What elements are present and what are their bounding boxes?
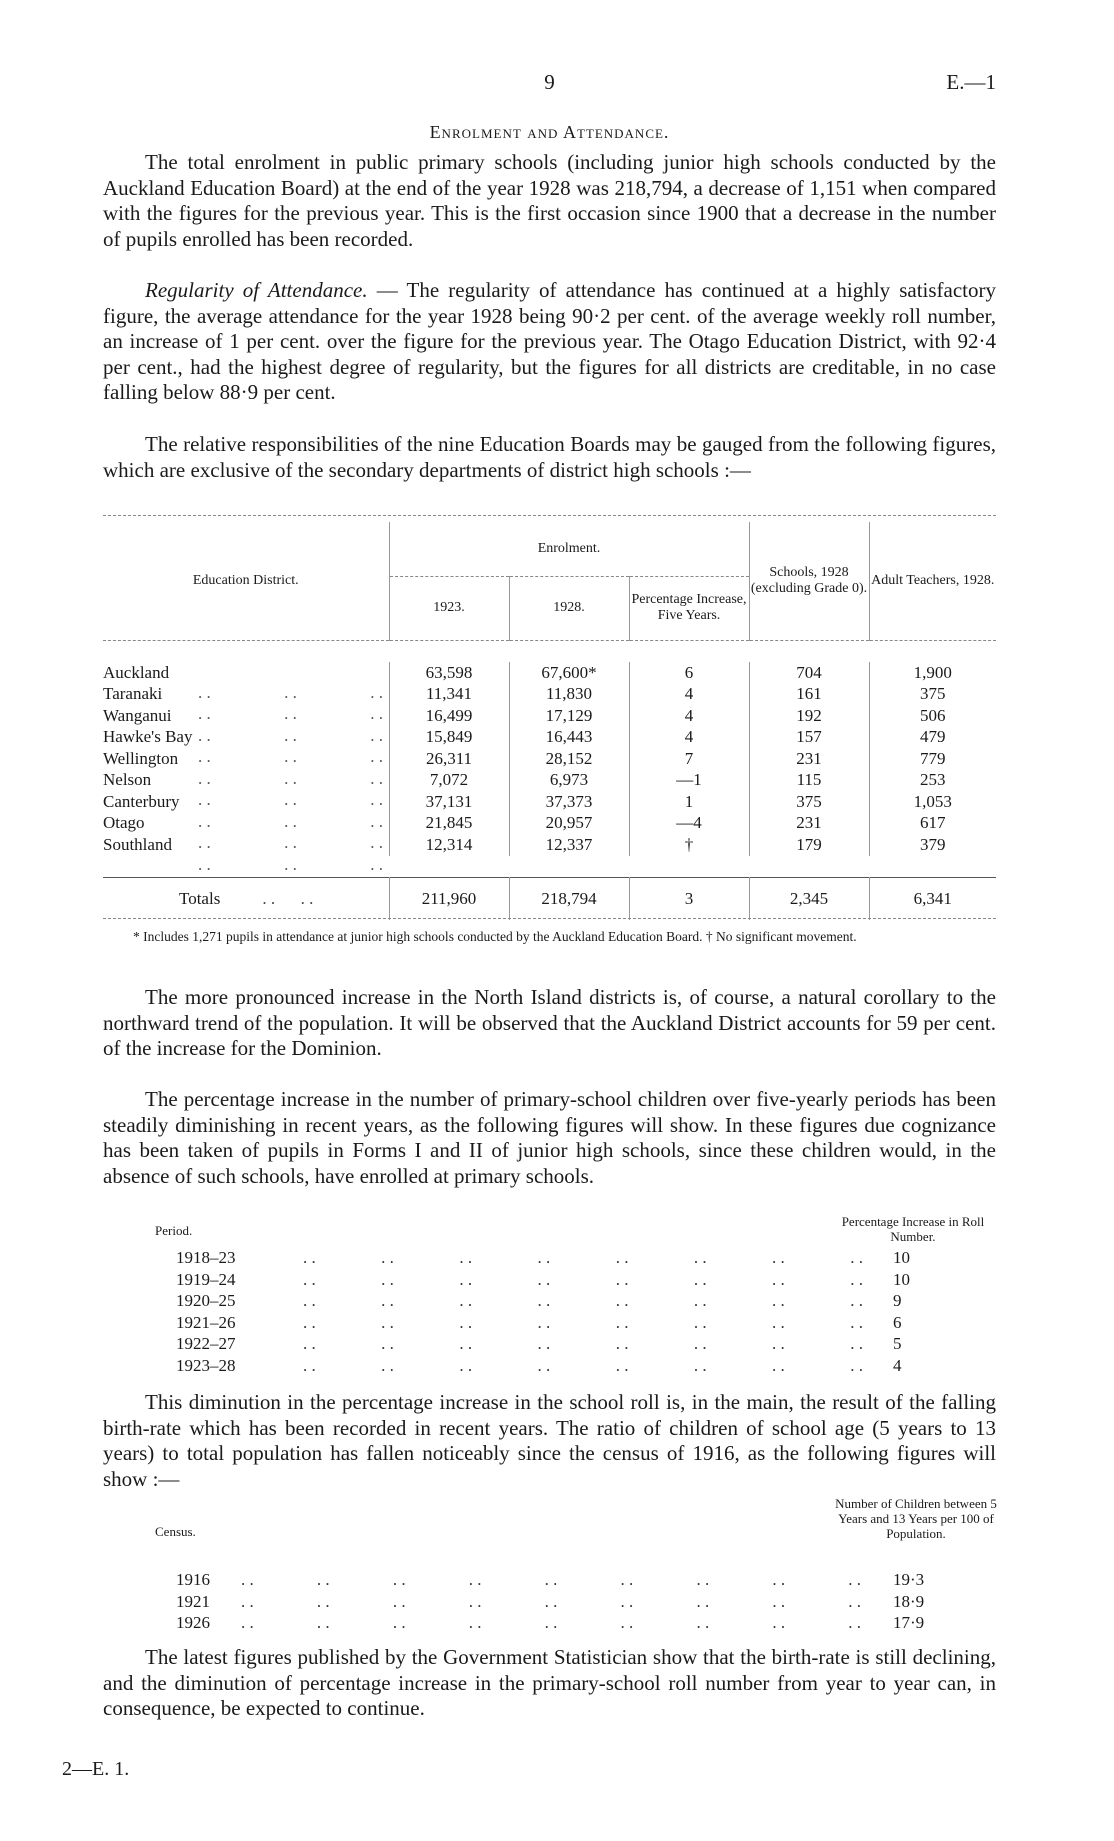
table-bottom-rule [103,918,996,919]
dot-leader: . . . . . . . . . . . . . . . . . . [241,1591,861,1611]
page-number: 9 [544,70,555,94]
section-title: Enrolment and Attendance. [429,122,670,142]
e1923-cell: 16,499 [389,705,509,727]
e1928-cell: 67,600* [509,662,629,684]
list-item [103,1334,996,1356]
schools-cell: 231 [749,748,869,770]
district-cell: Canterbury . . . . . . [103,791,383,831]
e1923-cell: 37,131 [389,791,509,813]
totals-teachers: 6,341 [869,878,996,920]
e1928-cell: 37,373 [509,791,629,813]
totals-1923: 211,960 [389,878,509,920]
schools-cell: 192 [749,705,869,727]
row-label: 1926 [176,1613,210,1632]
schools-cell: 704 [749,662,869,684]
document-ref: E.—1 [946,70,996,94]
list-item [103,1592,996,1614]
dot-leader: . . . . . . . . . . . . . . . . . . [241,1613,861,1632]
list-item [103,1570,996,1592]
schools-cell: 157 [749,727,869,749]
period-header: Period. [155,1223,193,1238]
dot-leader: . . . . . . . . . . . . . . . . [303,1291,863,1310]
e1928-cell: 17,129 [509,705,629,727]
e1928-cell: 16,443 [509,727,629,749]
row-value: 9 [893,1291,902,1310]
row-value: 10 [893,1248,910,1267]
row-value: 10 [893,1269,910,1289]
dot-leader: . . . . . . . . . . . . . . . . [303,1248,863,1267]
totals-pct: 3 [629,878,749,920]
e1923-cell: 21,845 [389,813,509,835]
teachers-cell: 1,900 [869,662,996,684]
e1923-cell: 12,314 [389,834,509,856]
pct-cell: 7 [629,748,749,770]
e1928-cell: 28,152 [509,748,629,770]
dot-leader: . . . . . . . . . . . . . . . . [303,1355,863,1375]
list-item [103,1248,996,1270]
paragraph-regularity: Regularity of Attendance. — The regularity of attendance has continued at a highly satisfactory figure, the average attendance for the year 1928 being 90·2 per cent. of the average weekly roll number, an increase of 1 per cent. over the figure for the previous year. The Otago Education District, with 92·4 per cent., had the highest degree of regularity, but the figures for all districts are creditable, in no case falling below 88·9 per cent. [103,278,996,405]
row-label: 1918–23 [176,1248,236,1267]
header-schools: Schools, 1928 (excluding Grade 0). [749,522,869,640]
teachers-cell: 506 [869,705,996,727]
district-cell: Auckland . . . . . . [103,662,383,702]
pct-cell: 4 [629,705,749,727]
district-cell: Taranaki . . . . . . [103,684,383,724]
paragraph-responsibilities: The relative responsibilities of the nine Education Boards may be gauged from the following figures, which are exclusive of the secondary departments of district high schools :— [103,432,996,482]
children-ratio-header: Number of Children between 5 Years and 13 Years per 100 of Population. [835,1496,997,1541]
table-row [103,834,996,856]
district-cell: Wanganui . . . . . . [103,705,383,745]
regularity-heading: Regularity of Attendance. [145,278,368,302]
table-row [103,705,996,727]
row-label: 1923–28 [176,1355,236,1375]
e1928-cell: 20,957 [509,813,629,835]
header-1928: 1928. [509,576,629,640]
schools-cell: 115 [749,770,869,792]
header-district: Education District. [192,572,299,588]
teachers-cell: 779 [869,748,996,770]
row-value: 5 [893,1334,902,1353]
totals-label: Totals . . . . [179,888,314,908]
schools-cell: 231 [749,813,869,835]
e1928-cell: 6,973 [509,770,629,792]
teachers-cell: 617 [869,813,996,835]
census-header: Census. [155,1524,196,1539]
dot-leader: . . . . . . . . . . . . . . . . [303,1312,863,1332]
enrolment-table-body [103,662,996,874]
row-value: 4 [893,1355,902,1375]
header-enrolment: Enrolment. [389,522,749,576]
paragraph-diminution: This diminution in the percentage increase in the school roll is, in the main, the result of the falling birth-rate which has been recorded in recent years. The ratio of children of school age (5 years to 13 years) to total population has fallen noticeably since the census of 1916, as the following figures will show :— [103,1390,996,1491]
table-row [103,748,996,770]
percentage-roll-header: Percentage Increase in Roll Number. [841,1214,985,1244]
e1923-cell: 63,598 [389,662,509,684]
pct-cell: 1 [629,791,749,813]
pct-cell: † [629,834,749,856]
page-footer: 2—E. 1. [62,1758,130,1780]
list-item [103,1313,996,1335]
paragraph-north-island: The more pronounced increase in the North Island districts is, of course, a natural corollary to the northward trend of the population. It will be observed that the Auckland District accounts for 59 per cent. of the increase for the Dominion. [103,985,996,1061]
pct-cell: —4 [629,813,749,835]
row-value: 18·9 [893,1591,925,1611]
teachers-cell: 479 [869,727,996,749]
table-top-rule [103,515,996,516]
list-item [103,1356,996,1378]
district-cell: Otago . . . . . . [103,813,383,853]
e1923-cell: 11,341 [389,684,509,706]
teachers-cell: 253 [869,770,996,792]
dot-leader: . . . . . . . . . . . . . . . . [303,1334,863,1353]
list-item [103,1613,996,1635]
totals-1928: 218,794 [509,878,629,920]
header-percentage: Percentage Increase, Five Years. [629,576,749,640]
enrolment-table [103,522,996,920]
row-label: 1916 [176,1570,210,1589]
row-label: 1919–24 [176,1269,236,1289]
pct-cell: 4 [629,727,749,749]
row-label: 1921 [176,1591,210,1611]
table-row [103,813,996,835]
row-label: 1920–25 [176,1291,236,1310]
totals-row [103,878,996,920]
e1928-cell: 11,830 [509,684,629,706]
table-row [103,684,996,706]
schools-cell: 179 [749,834,869,856]
district-cell: Wellington . . . . . . [103,748,383,788]
table-row [103,791,996,813]
teachers-cell: 375 [869,684,996,706]
pct-cell: —1 [629,770,749,792]
teachers-cell: 379 [869,834,996,856]
row-value: 17·9 [893,1613,925,1632]
header-1923: 1923. [389,576,509,640]
list-item [103,1291,996,1313]
row-label: 1922–27 [176,1334,236,1353]
table-row [103,770,996,792]
district-cell: Hawke's Bay . . . . . . [103,727,383,767]
row-value: 19·3 [893,1570,925,1589]
header-teachers: Adult Teachers, 1928. [869,522,996,640]
totals-schools: 2,345 [749,878,869,920]
row-value: 6 [893,1312,902,1332]
teachers-cell: 1,053 [869,791,996,813]
e1923-cell: 7,072 [389,770,509,792]
paragraph-percentage-increase: The percentage increase in the number of primary-school children over five-yearly periods has been steadily diminishing in recent years, as the following figures will show. In these figures due cognizance has been taken of pupils in Forms I and II of junior high schools, since these children would, in the absence of such schools, have enrolled at primary schools. [103,1087,996,1188]
table-row [103,727,996,749]
paragraph-birth-rate: The latest figures published by the Government Statistician show that the birth-rate is still declining, and the diminution of percentage increase in the primary-school roll number from year to year can, in consequence, be expected to continue. [103,1645,996,1721]
district-cell: Southland . . . . . . [103,834,383,874]
district-cell: Nelson . . . . . . [103,770,383,810]
dot-leader: . . . . . . . . . . . . . . . . . . [241,1570,861,1589]
schools-cell: 161 [749,684,869,706]
table-row [103,662,996,684]
e1923-cell: 15,849 [389,727,509,749]
e1928-cell: 12,337 [509,834,629,856]
schools-cell: 375 [749,791,869,813]
table-footnote: * Includes 1,271 pupils in attendance at junior high schools conducted by the Auckland Education Board. † No significant movement. [133,929,857,944]
row-label: 1921–26 [176,1312,236,1332]
paragraph-enrolment: The total enrolment in public primary schools (including junior high schools conducted by the Auckland Education Board) at the end of the year 1928 was 218,794, a decrease of 1,151 when compared with the figures for the previous year. This is the first occasion since 1900 that a decrease in the number of pupils enrolled has been recorded. [103,150,996,251]
pct-cell: 4 [629,684,749,706]
pct-cell: 6 [629,662,749,684]
e1923-cell: 26,311 [389,748,509,770]
list-item [103,1270,996,1292]
dot-leader: . . . . . . . . . . . . . . . . [303,1269,863,1289]
